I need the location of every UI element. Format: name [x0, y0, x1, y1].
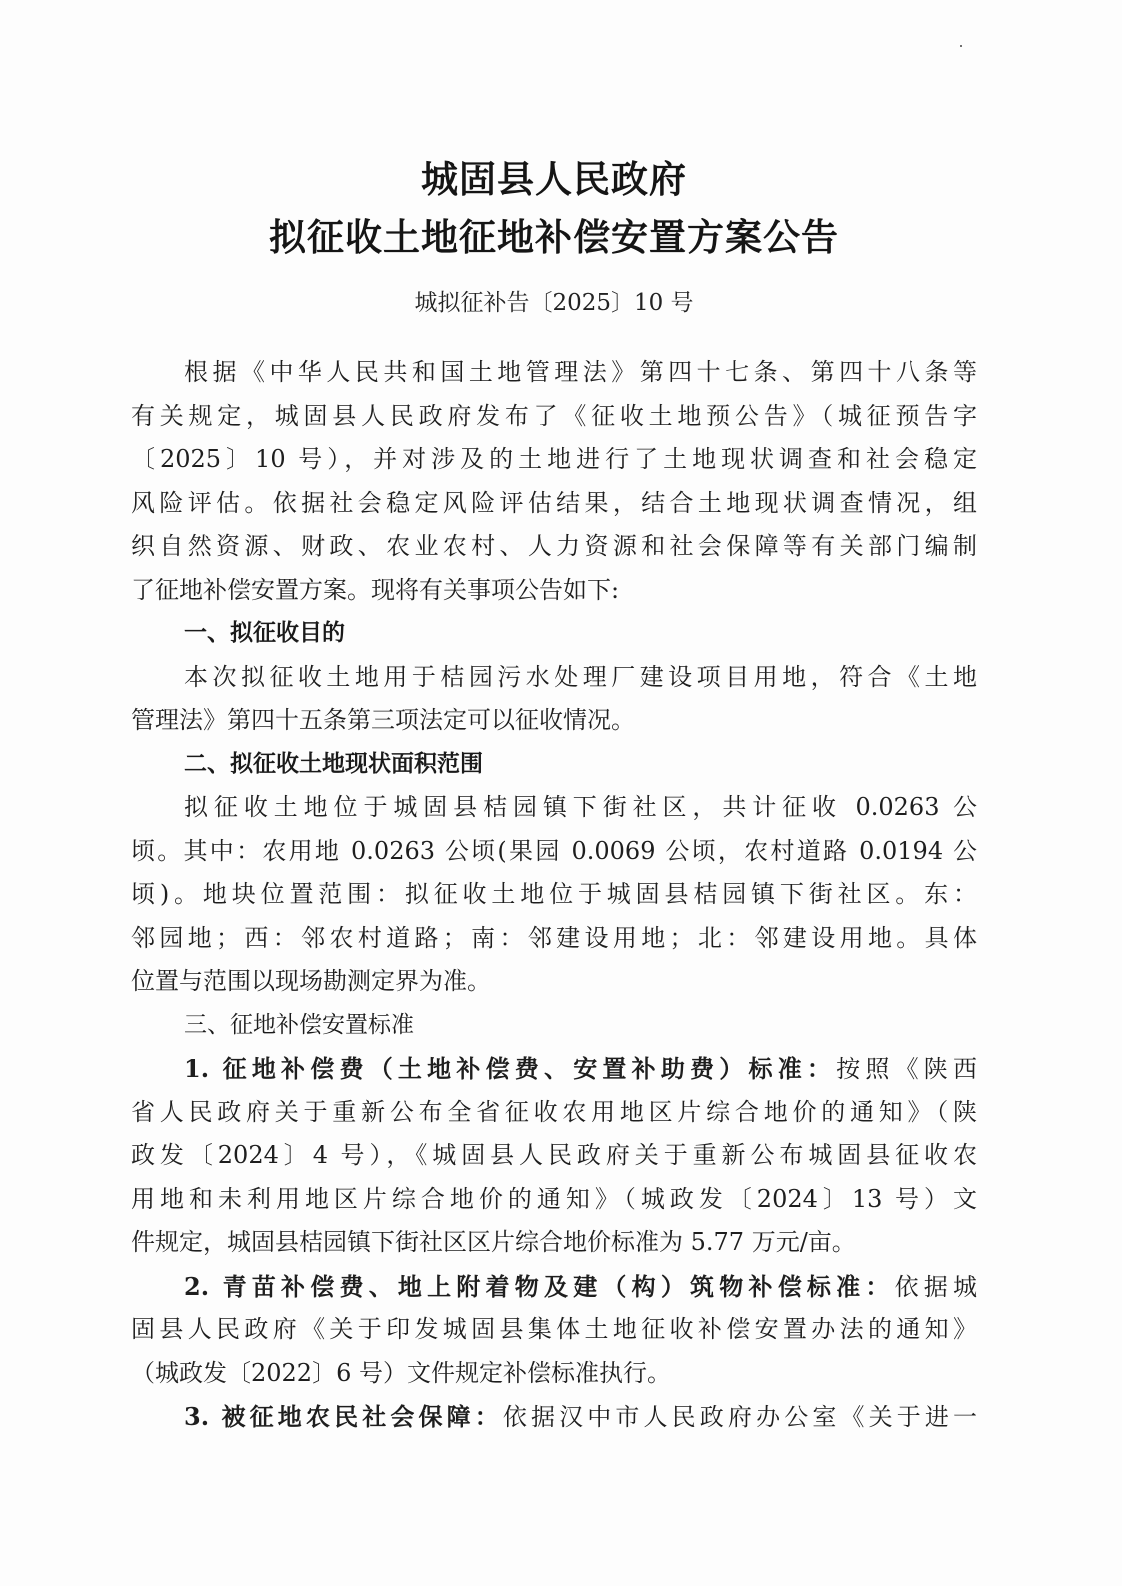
title-line-1: 城固县人民政府 — [421, 157, 687, 201]
paragraph-line — [131, 1047, 977, 1091]
section-heading: 二、拟征收土地现状面积范围 — [184, 750, 483, 777]
paragraph-line: 拟征收土地位于城固县桔园镇下街社区，共计征收 0.0263 公 — [184, 793, 977, 821]
item-label: 3. 被征地农民社会保障： — [184, 1402, 503, 1431]
paragraph-line: 邻园地；西：邻农村道路；南：邻建设用地；北：邻建设用地。具体 — [131, 923, 977, 952]
paragraph-line: 件规定，城固县桔园镇下街社区区片综合地价标准为 5.77 万元/亩。 — [131, 1228, 856, 1256]
paragraph-line: 根据《中华人民共和国土地管理法》第四十七条、第四十八条等 — [184, 358, 977, 386]
paragraph-line: 顷)。地块位置范围：拟征收土地位于城固县桔园镇下街社区。东： — [131, 880, 977, 908]
item-text: 依据城 — [894, 1272, 977, 1301]
paragraph-line — [131, 1265, 977, 1309]
item-text: 按照《陕西 — [836, 1055, 977, 1083]
paragraph-line: 位置与范围以现场勘测定界为准。 — [131, 967, 491, 995]
document-body — [131, 351, 977, 1439]
paragraph-line: 省人民政府关于重新公布全省征收农用地区片综合地价的通知》（陕 — [131, 1097, 977, 1126]
paragraph-line: 织自然资源、财政、农业农村、人力资源和社会保障等有关部门编制 — [131, 532, 977, 560]
paragraph-line — [131, 1395, 977, 1439]
paragraph-line: 〔2025〕10 号），并对涉及的土地进行了土地现状调查和社会稳定 — [131, 445, 977, 473]
item-label: 2. 青苗补偿费、地上附着物及建（构）筑物补偿标准： — [184, 1271, 895, 1301]
paragraph-line: 风险评估。依据社会稳定风险评估结果，结合土地现状调查情况，组 — [131, 488, 977, 517]
scan-speck — [960, 45, 962, 47]
item-label: 1. 征地补偿费（土地补偿费、安置补助费）标准： — [184, 1054, 837, 1083]
document-title — [0, 150, 1108, 266]
paragraph-line: 有关规定，城固县人民政府发布了《征收土地预公告》（城征预告字 — [131, 401, 977, 430]
paragraph-line: 了征地补偿安置方案。现将有关事项公告如下: — [131, 575, 620, 604]
paragraph-line: 本次拟征收土地用于桔园污水处理厂建设项目用地，符合《土地 — [184, 662, 977, 691]
section-heading: 一、拟征收目的 — [184, 620, 345, 646]
title-line-2: 拟征收土地征地补偿安置方案公告 — [269, 215, 839, 259]
paragraph-line: 管理法》第四十五条第三项法定可以征收情况。 — [131, 706, 635, 734]
section-heading: 三、征地补偿安置标准 — [184, 1011, 414, 1038]
paragraph-line: 固县人民政府《关于印发城固县集体土地征收补偿安置办法的通知》 — [131, 1315, 977, 1343]
document-number: 城拟征补告〔2025〕10 号 — [414, 290, 694, 316]
paragraph-line: 顷。其中：农用地 0.0263 公顷(果园 0.0069 公顷，农村道路 0.0194 公 — [131, 836, 977, 865]
paragraph-line: 用地和未利用地区片综合地价的通知》（城政发〔2024〕13 号）文 — [131, 1184, 977, 1213]
item-text: 依据汉中市人民政府办公室《关于进一 — [502, 1403, 977, 1431]
paragraph-line: 政发〔2024〕4 号），《城固县人民政府关于重新公布城固县征收农 — [131, 1141, 977, 1169]
paragraph-line: （城政发〔2022〕6 号）文件规定补偿标准执行。 — [131, 1358, 671, 1387]
